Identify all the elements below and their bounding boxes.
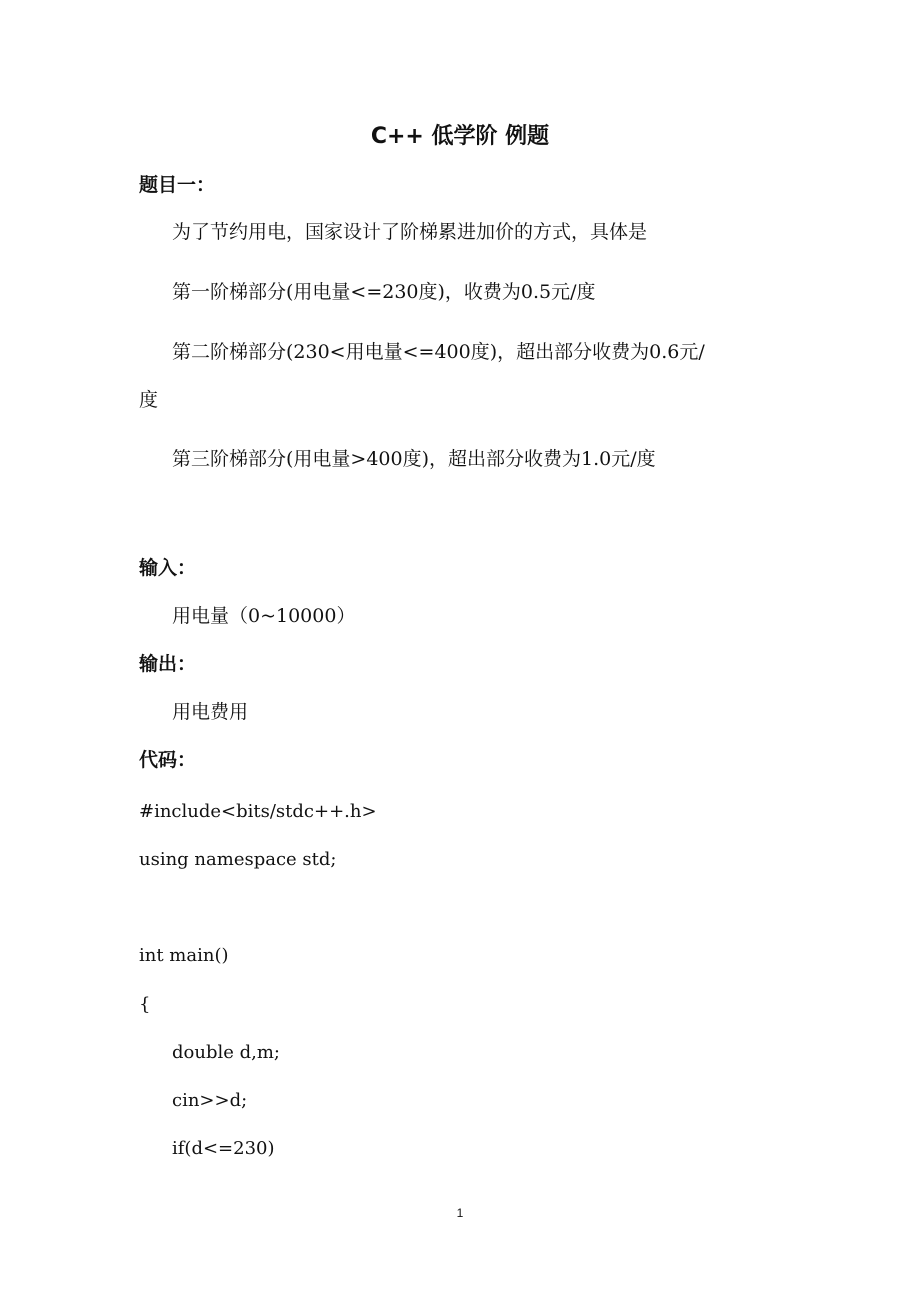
problem-line-3: 第二阶梯部分(230<用电量<=400度)，超出部分收费为0.6元/: [172, 341, 705, 363]
output-heading: 输出：: [139, 653, 197, 675]
code-line: {: [139, 994, 151, 1015]
code-line: cin>>d;: [172, 1090, 248, 1111]
code-line: int main(): [139, 945, 229, 966]
code-line: if(d<=230): [172, 1138, 275, 1159]
code-heading: 代码：: [139, 749, 197, 771]
code-line: double d,m;: [172, 1042, 280, 1063]
page-number: 1: [456, 1206, 464, 1220]
code-line: #include<bits/stdc++.h>: [139, 801, 377, 822]
problem-heading: 题目一：: [139, 174, 216, 196]
problem-line-1: 为了节约用电，国家设计了阶梯累进加价的方式，具体是: [172, 221, 648, 243]
problem-line-2: 第一阶梯部分(用电量<=230度)，收费为0.5元/度: [172, 281, 596, 303]
output-text: 用电费用: [172, 701, 249, 723]
code-line: using namespace std;: [139, 849, 337, 870]
problem-line-3-cont: 度: [139, 389, 159, 411]
input-text: 用电量（0~10000）: [172, 605, 356, 627]
input-heading: 输入：: [139, 557, 197, 579]
page-title: C++ 低学阶 例题: [370, 124, 550, 149]
problem-line-4: 第三阶梯部分(用电量>400度)，超出部分收费为1.0元/度: [172, 448, 656, 470]
